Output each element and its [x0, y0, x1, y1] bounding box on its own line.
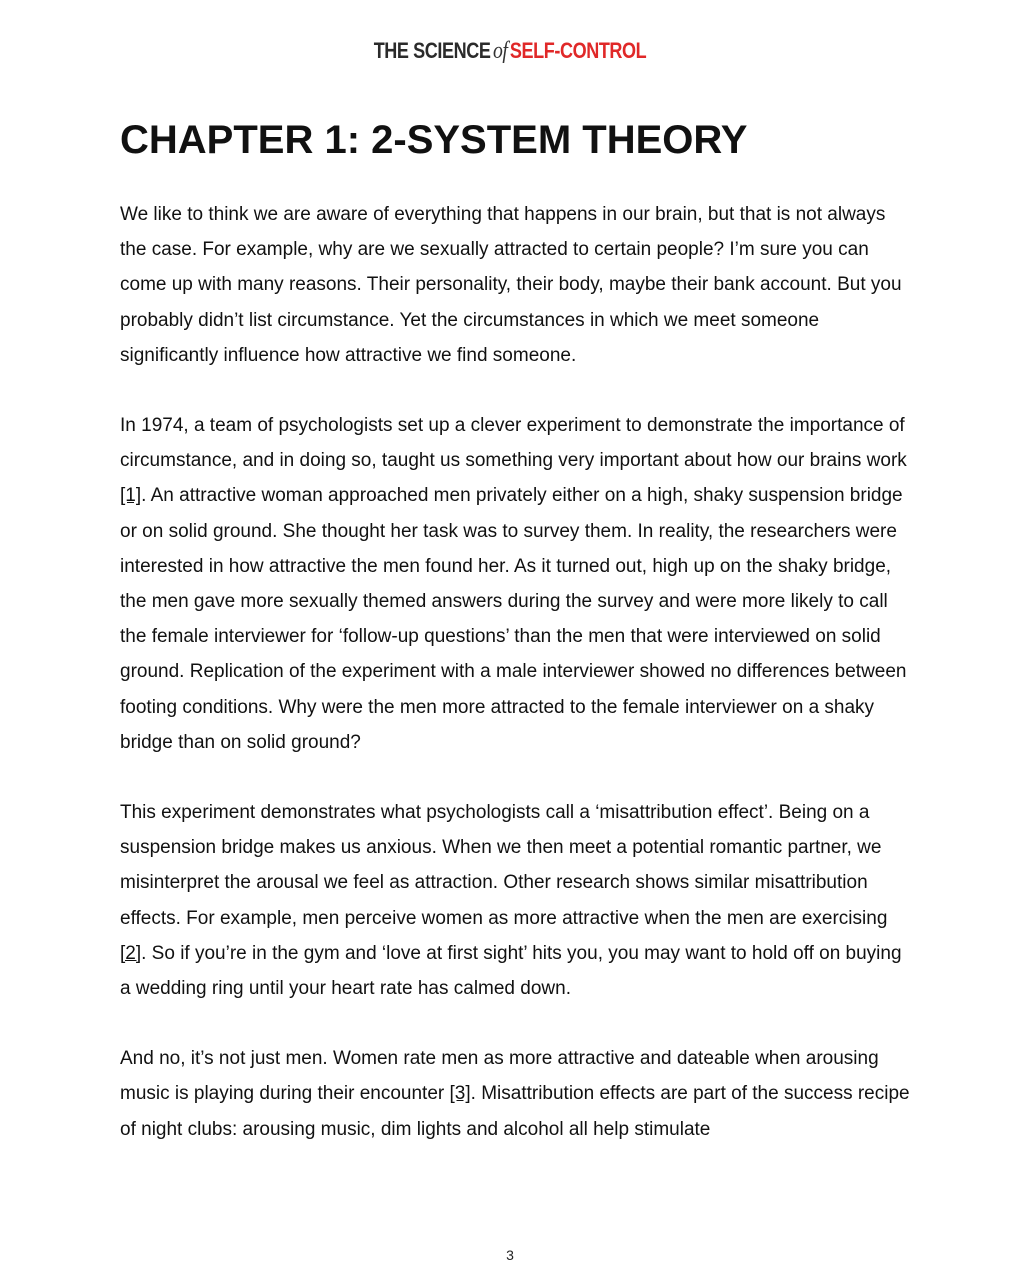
reference-link-3[interactable]: [3] — [449, 1083, 471, 1105]
paragraph-text: This experiment demonstrates what psychologists call a ‘misattribution effect’. Being on a suspension bridge makes us anxious. When we then meet a potential romantic partner, we misinterpret the arousal we feel as attraction. Other research shows similar misattribution effects. For example, men perceive women as more attractive when the men are exercising — [120, 802, 888, 929]
header-text-self-control: SELF-CONTROL — [509, 38, 647, 63]
reference-link-2[interactable]: [2] — [120, 942, 142, 964]
body-text — [120, 197, 910, 1182]
paragraph-2 — [120, 408, 910, 760]
paragraph-3 — [120, 795, 910, 1006]
chapter-title: CHAPTER 1: 2-SYSTEM THEORY — [120, 118, 748, 162]
running-header — [92, 38, 928, 65]
header-text-the-science: THE SCIENCE — [373, 38, 491, 63]
paragraph-text: In 1974, a team of psychologists set up a clever experiment to demonstrate the importance of circumstance, and in doing so, taught us something very important about how our brains work — [120, 415, 907, 472]
header-text-of: of — [492, 38, 508, 64]
paragraph-1 — [120, 197, 910, 373]
paragraph-text: . So if you’re in the gym and ‘love at first sight’ hits you, you may want to hold off on buying a wedding ring until your heart rate has calmed down. — [120, 942, 902, 1000]
paragraph-4 — [120, 1041, 910, 1147]
paragraph-text: . Misattribution effects are part of the success recipe of night clubs: arousing music, dim lights and alcohol all help stimulate — [120, 1083, 910, 1140]
paragraph-text: And no, it’s not just men. Women rate men as more attractive and dateable when arousing music is playing during their encounter — [120, 1048, 879, 1105]
page-number: 3 — [506, 1247, 514, 1263]
paragraph-text: We like to think we are aware of everything that happens in our brain, but that is not always the case. For example, why are we sexually attracted to certain people? I’m sure you can come up with many reasons. Their personality, their body, maybe their bank account. But you probably didn’t list circumstance. Yet the circumstances in which we meet someone significantly influence how attractive we find someone. — [120, 204, 902, 366]
paragraph-text: . An attractive woman approached men privately either on a high, shaky suspension bridge or on solid ground. She thought her task was to survey them. In reality, the researchers were interested in how attractive the men found her. As it turned out, high up on the shaky bridge, the men gave more sexually themed answers during the survey and were more likely to call the female interviewer for ‘follow-up questions’ than the men that were interviewed on solid ground. Replication of the experiment with a male interviewer showed no differences between footing conditions. Why were the men more attracted to the female interviewer on a shaky bridge than on solid ground? — [120, 485, 907, 753]
reference-link-1[interactable]: [1] — [120, 485, 142, 507]
